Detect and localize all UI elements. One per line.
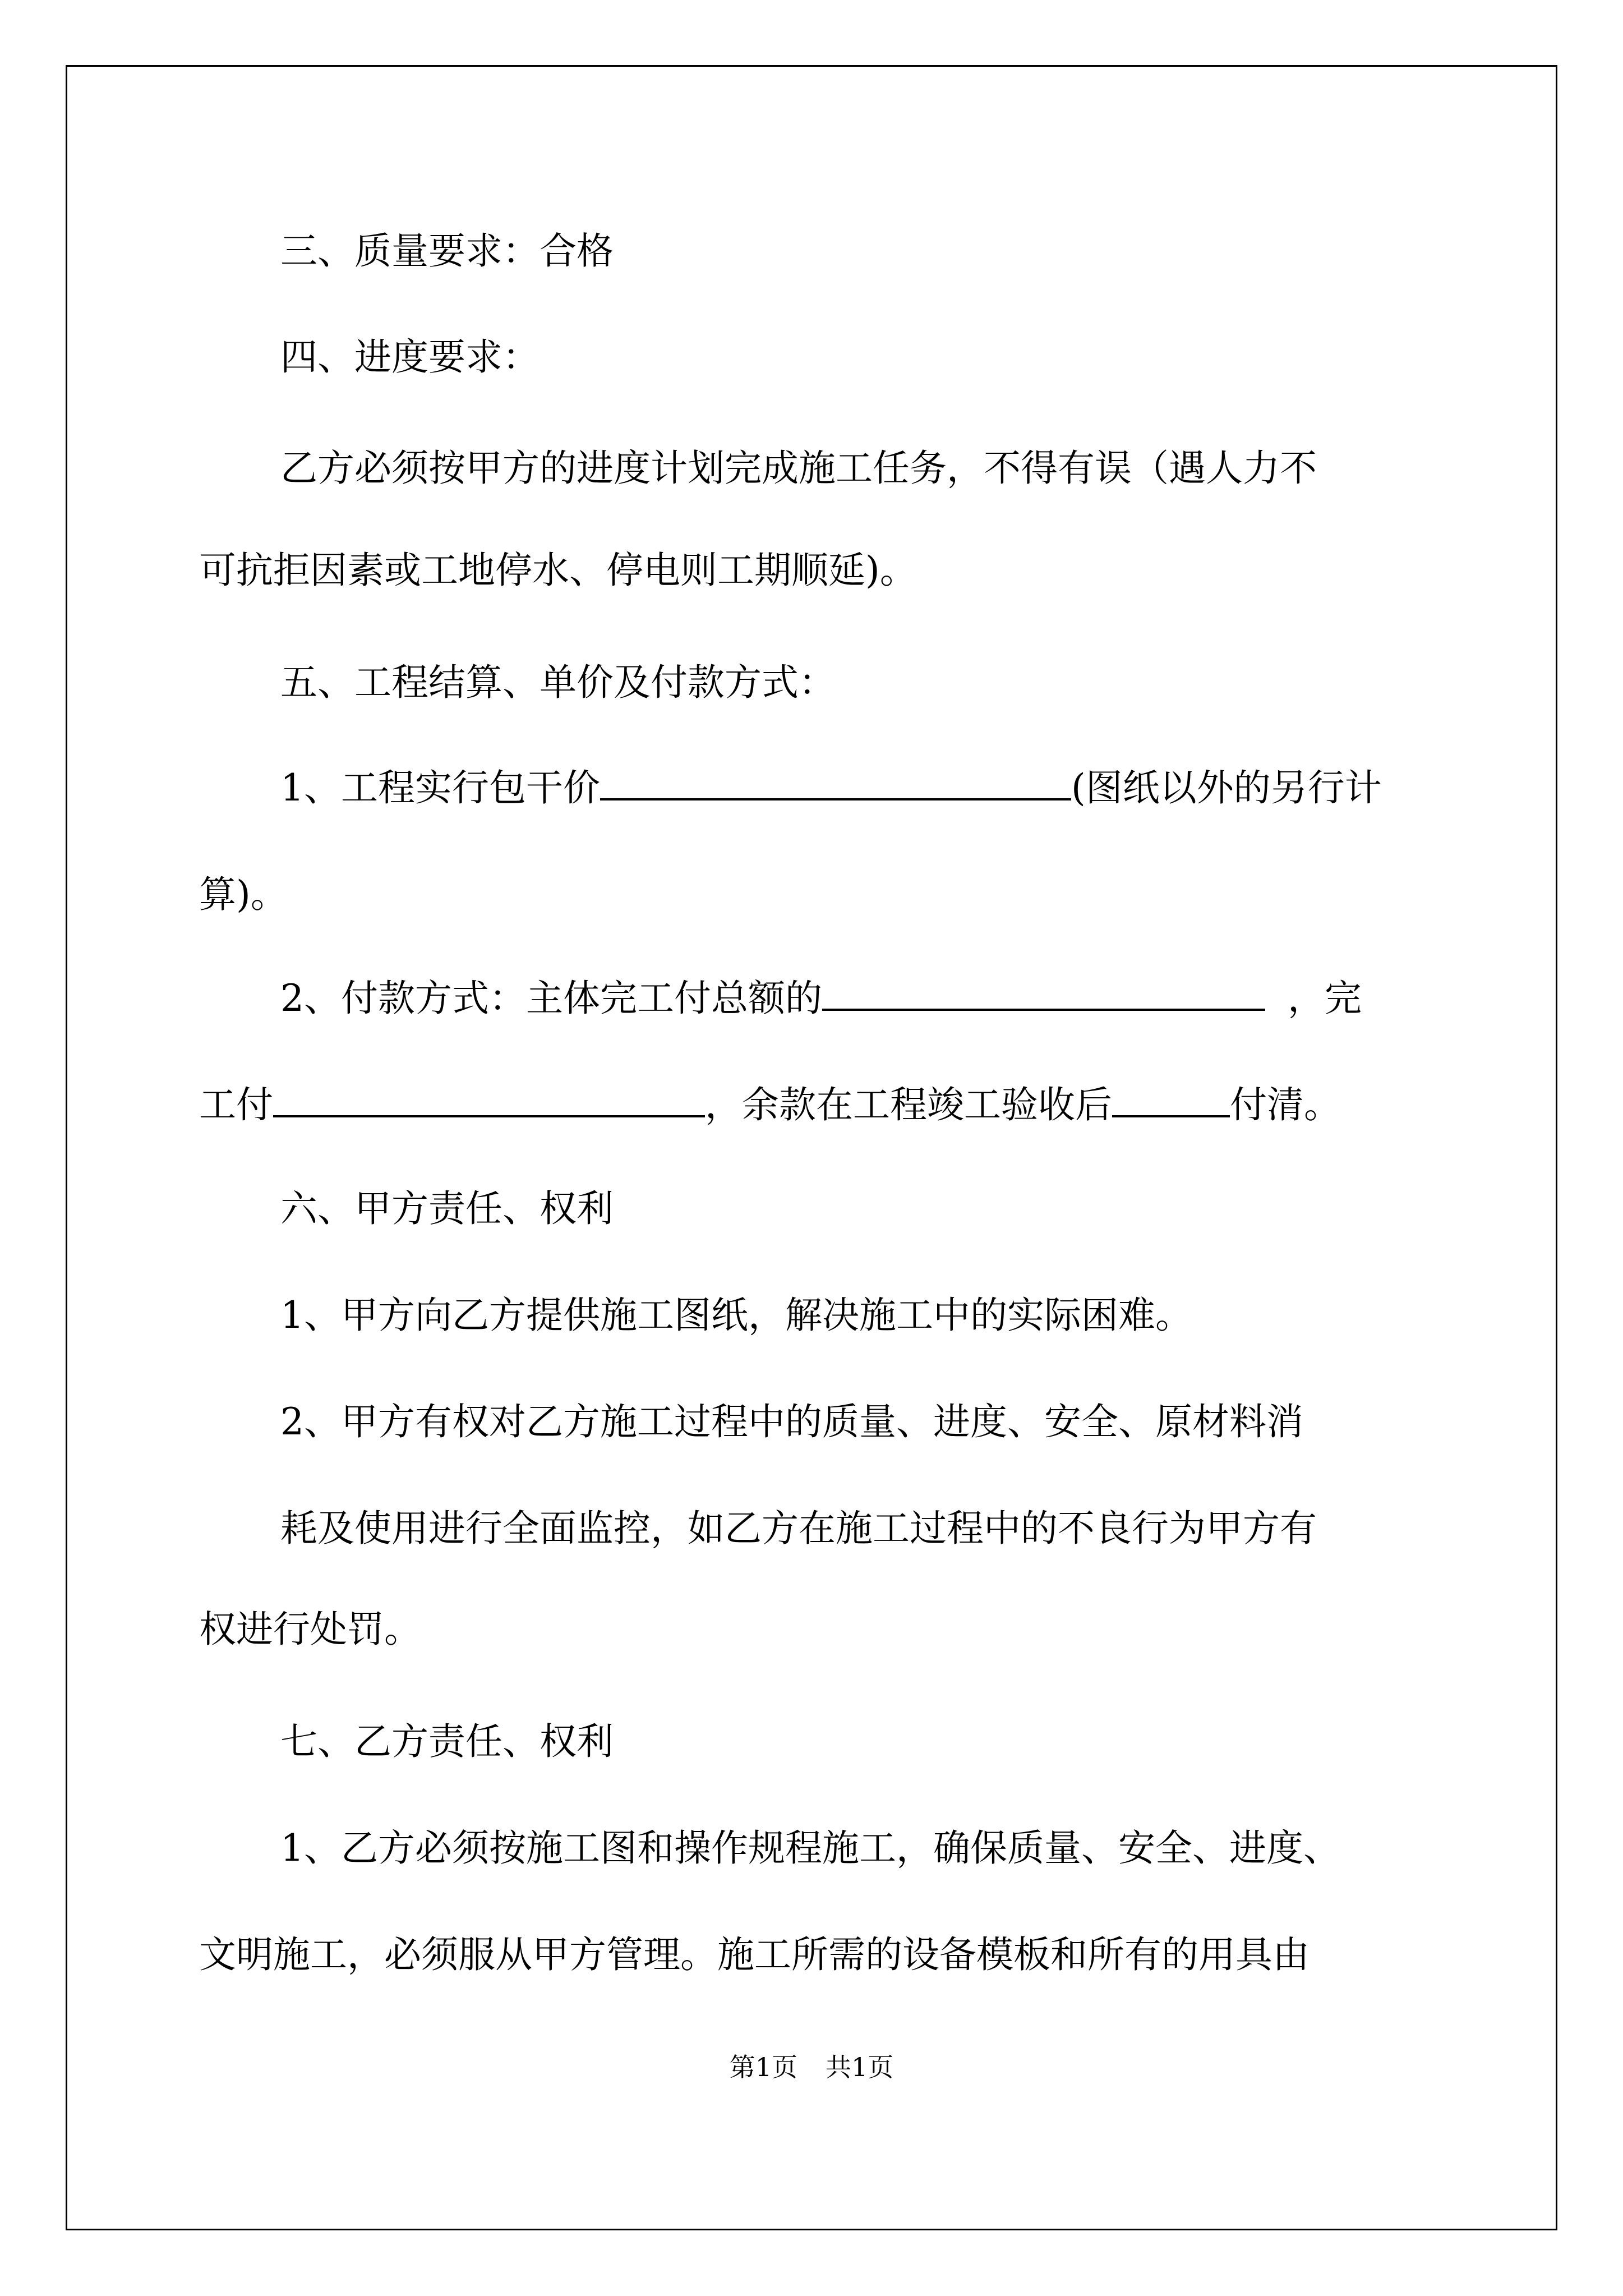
payment-blank-3 (1112, 1080, 1230, 1117)
party-a-item-2-line-2: 耗及使用进行全面监控，如乙方在施工过程中的不良行为甲方有 (280, 1507, 1317, 1550)
party-b-item-1-line-1: 1、乙方必须按施工图和操作规程施工，确保质量、安全、进度、 (280, 1826, 1340, 1870)
payment-line (280, 973, 1362, 1024)
page-border (66, 65, 1557, 2230)
party-a-item-1: 1、甲方向乙方提供施工图纸，解决施工中的实际困难。 (280, 1294, 1192, 1337)
party-a-item-2-line-3: 权进行处罚。 (199, 1608, 421, 1651)
price-line-2: 算)。 (199, 873, 288, 916)
party-b-item-1-line-2: 文明施工，必须服从甲方管理。施工所需的设备模板和所有的用具由 (199, 1933, 1310, 1976)
payment-label: 2、付款方式：主体完工付总额的 (280, 977, 822, 1020)
page-footer (0, 2050, 1623, 2084)
price-line (280, 763, 1382, 813)
payment-complete: ，完 (1288, 977, 1362, 1020)
payment-line-2 (199, 1080, 1341, 1130)
payment-blank-2 (273, 1080, 705, 1117)
price-blank (600, 763, 1071, 800)
page-total: 共1页 (826, 2052, 894, 2082)
payment-settle: 付清。 (1230, 1083, 1341, 1126)
section-5-settlement: 五、工程结算、单价及付款方式： (280, 661, 836, 704)
section-6-party-a: 六、甲方责任、权利 (280, 1187, 614, 1230)
progress-text-line-2: 可抗拒因素或工地停水、停电则工期顺延)。 (199, 549, 917, 592)
section-4-progress: 四、进度要求： (280, 335, 540, 379)
price-note: (图纸以外的另行计 (1071, 766, 1382, 809)
section-3-quality: 三、质量要求：合格 (280, 229, 614, 273)
payment-label-2: 工付 (199, 1083, 273, 1126)
progress-text-line-1: 乙方必须按甲方的进度计划完成施工任务，不得有误（遇人力不 (280, 447, 1317, 490)
payment-blank-1 (822, 974, 1265, 1011)
party-a-item-2-line-1: 2、甲方有权对乙方施工过程中的质量、进度、安全、原材料消 (280, 1400, 1303, 1443)
payment-balance: ，余款在工程竣工验收后 (705, 1083, 1112, 1126)
section-7-party-b: 七、乙方责任、权利 (280, 1720, 614, 1763)
page-number: 第1页 (729, 2052, 797, 2082)
price-label: 1、工程实行包干价 (280, 766, 600, 809)
